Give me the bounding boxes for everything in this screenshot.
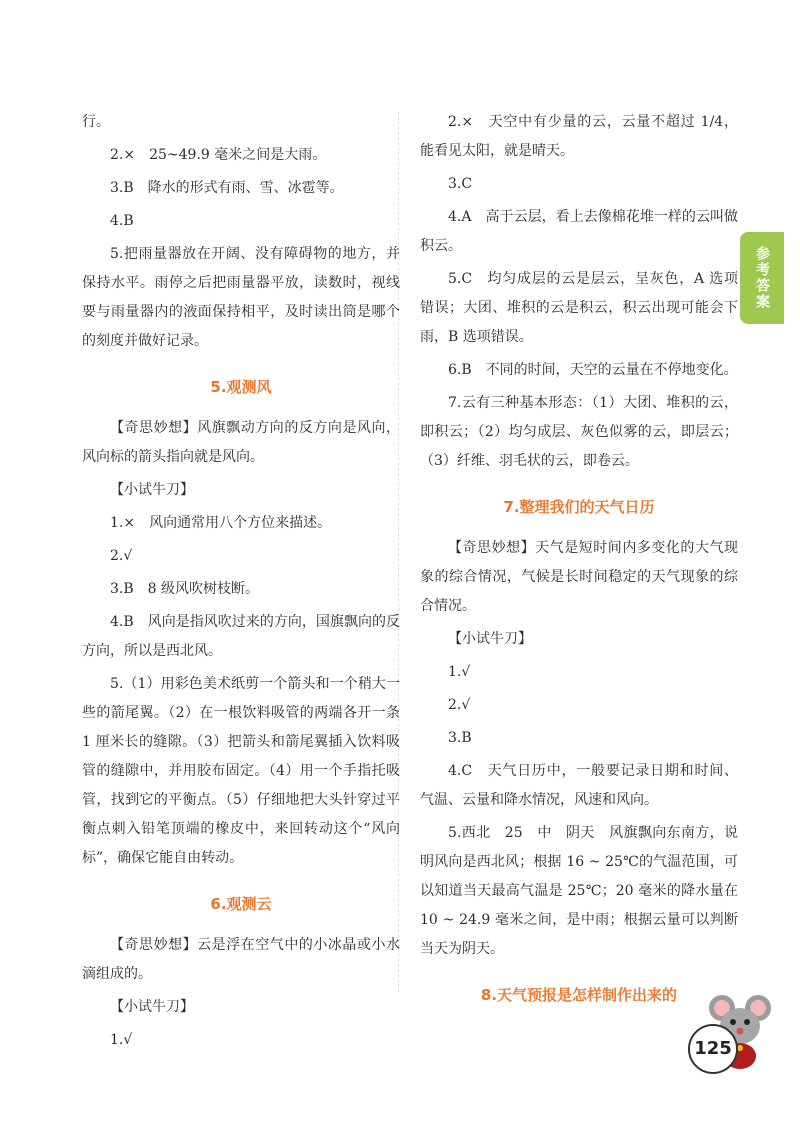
page-number: 125 xyxy=(688,1024,738,1074)
practice-label: 【小试牛刀】 xyxy=(110,482,194,498)
section-heading: 8.天气预报是怎样制作出来的 xyxy=(480,986,678,1004)
answer-item: 1.√ xyxy=(110,1032,133,1048)
practice-label: 【小试牛刀】 xyxy=(110,999,194,1015)
section-heading: 6.观测云 xyxy=(210,895,272,913)
answer-item: 6.B 不同的时间，天空的云量在不停地变化。 xyxy=(448,362,738,378)
answer-item: 2.√ xyxy=(448,697,471,713)
right-column xyxy=(420,108,738,1022)
answer-item: 4.B xyxy=(110,213,134,229)
answer-item: 3.B 8 级风吹树枝断。 xyxy=(110,581,260,597)
text-line: 行。 xyxy=(82,114,110,130)
answer-key-tab: 参考答案 xyxy=(740,232,784,324)
answer-item: 5.（1）用彩色美术纸剪一个箭头和一个稍大一些的箭尾翼。（2）在一根饮料吸管的两端各开一条 1 厘米长的缝隙。（3）把箭头和箭尾翼插入饮料吸管的缝隙中，并用胶布固定。（4）用一个手指托吸管，找到它的平衡点。（5）仔细地把大头针穿过平衡点刺入铅笔顶端的橡皮中，来回转动这个“风向标”，确保它能自由转动。 xyxy=(82,676,400,866)
section-heading: 5.观测风 xyxy=(210,378,272,396)
answer-item: 4.B 风向是指风吹过来的方向，国旗飘向的反方向，所以是西北风。 xyxy=(82,614,400,659)
idea-text: 【奇思妙想】云是浮在空气中的小冰晶或小水滴组成的。 xyxy=(82,937,400,982)
left-column xyxy=(82,108,400,1059)
answer-item: 4.A 高于云层，看上去像棉花堆一样的云叫做积云。 xyxy=(420,209,738,254)
section-heading: 7.整理我们的天气日历 xyxy=(503,498,655,516)
answer-item: 5.西北 25 中 阴天 风旗飘向东南方，说明风向是西北风；根据 16 ~ 25℃的气温范围，可以知道当天最高气温是 25℃；20 毫米的降水量在 10 ~ 24.9 毫米之间，是中雨；根据云量可以判断当天为阴天。 xyxy=(420,825,738,957)
answer-item: 3.C xyxy=(448,176,473,192)
answer-item: 5.C 均匀成层的云是层云，呈灰色，A 选项错误；大团、堆积的云是积云，积云出现可能会下雨，B 选项错误。 xyxy=(420,271,738,345)
answer-item: 1.√ xyxy=(448,664,471,680)
answer-item: 4.C 天气日历中，一般要记录日期和时间、气温、云量和降水情况，风速和风向。 xyxy=(420,763,738,808)
practice-label: 【小试牛刀】 xyxy=(448,631,532,647)
answer-item: 7.云有三种基本形态：（1）大团、堆积的云，即积云；（2）均匀成层、灰色似雾的云，即层云；（3）纤维、羽毛状的云，即卷云。 xyxy=(420,395,738,469)
idea-text: 【奇思妙想】天气是短时间内多变化的大气现象的综合情况，气候是长时间稳定的天气现象的综合情况。 xyxy=(420,540,738,614)
answer-item: 3.B xyxy=(448,730,472,746)
answer-item: 2.√ xyxy=(110,548,133,564)
answer-item: 5.把雨量器放在开阔、没有障碍物的地方，并保持水平。雨停之后把雨量器平放，读数时，视线要与雨量器内的液面保持相平，及时读出筒是哪个的刻度并做好记录。 xyxy=(82,246,400,349)
answer-item: 2.× 天空中有少量的云，云量不超过 1/4，能看见太阳，就是晴天。 xyxy=(420,114,738,159)
answer-item: 1.× 风向通常用八个方位来描述。 xyxy=(110,515,332,531)
answer-item: 2.× 25~49.9 毫米之间是大雨。 xyxy=(110,147,327,163)
answer-item: 3.B 降水的形式有雨、雪、冰雹等。 xyxy=(110,180,344,196)
idea-text: 【奇思妙想】风旗飘动方向的反方向是风向，风向标的箭头指向就是风向。 xyxy=(82,420,400,465)
